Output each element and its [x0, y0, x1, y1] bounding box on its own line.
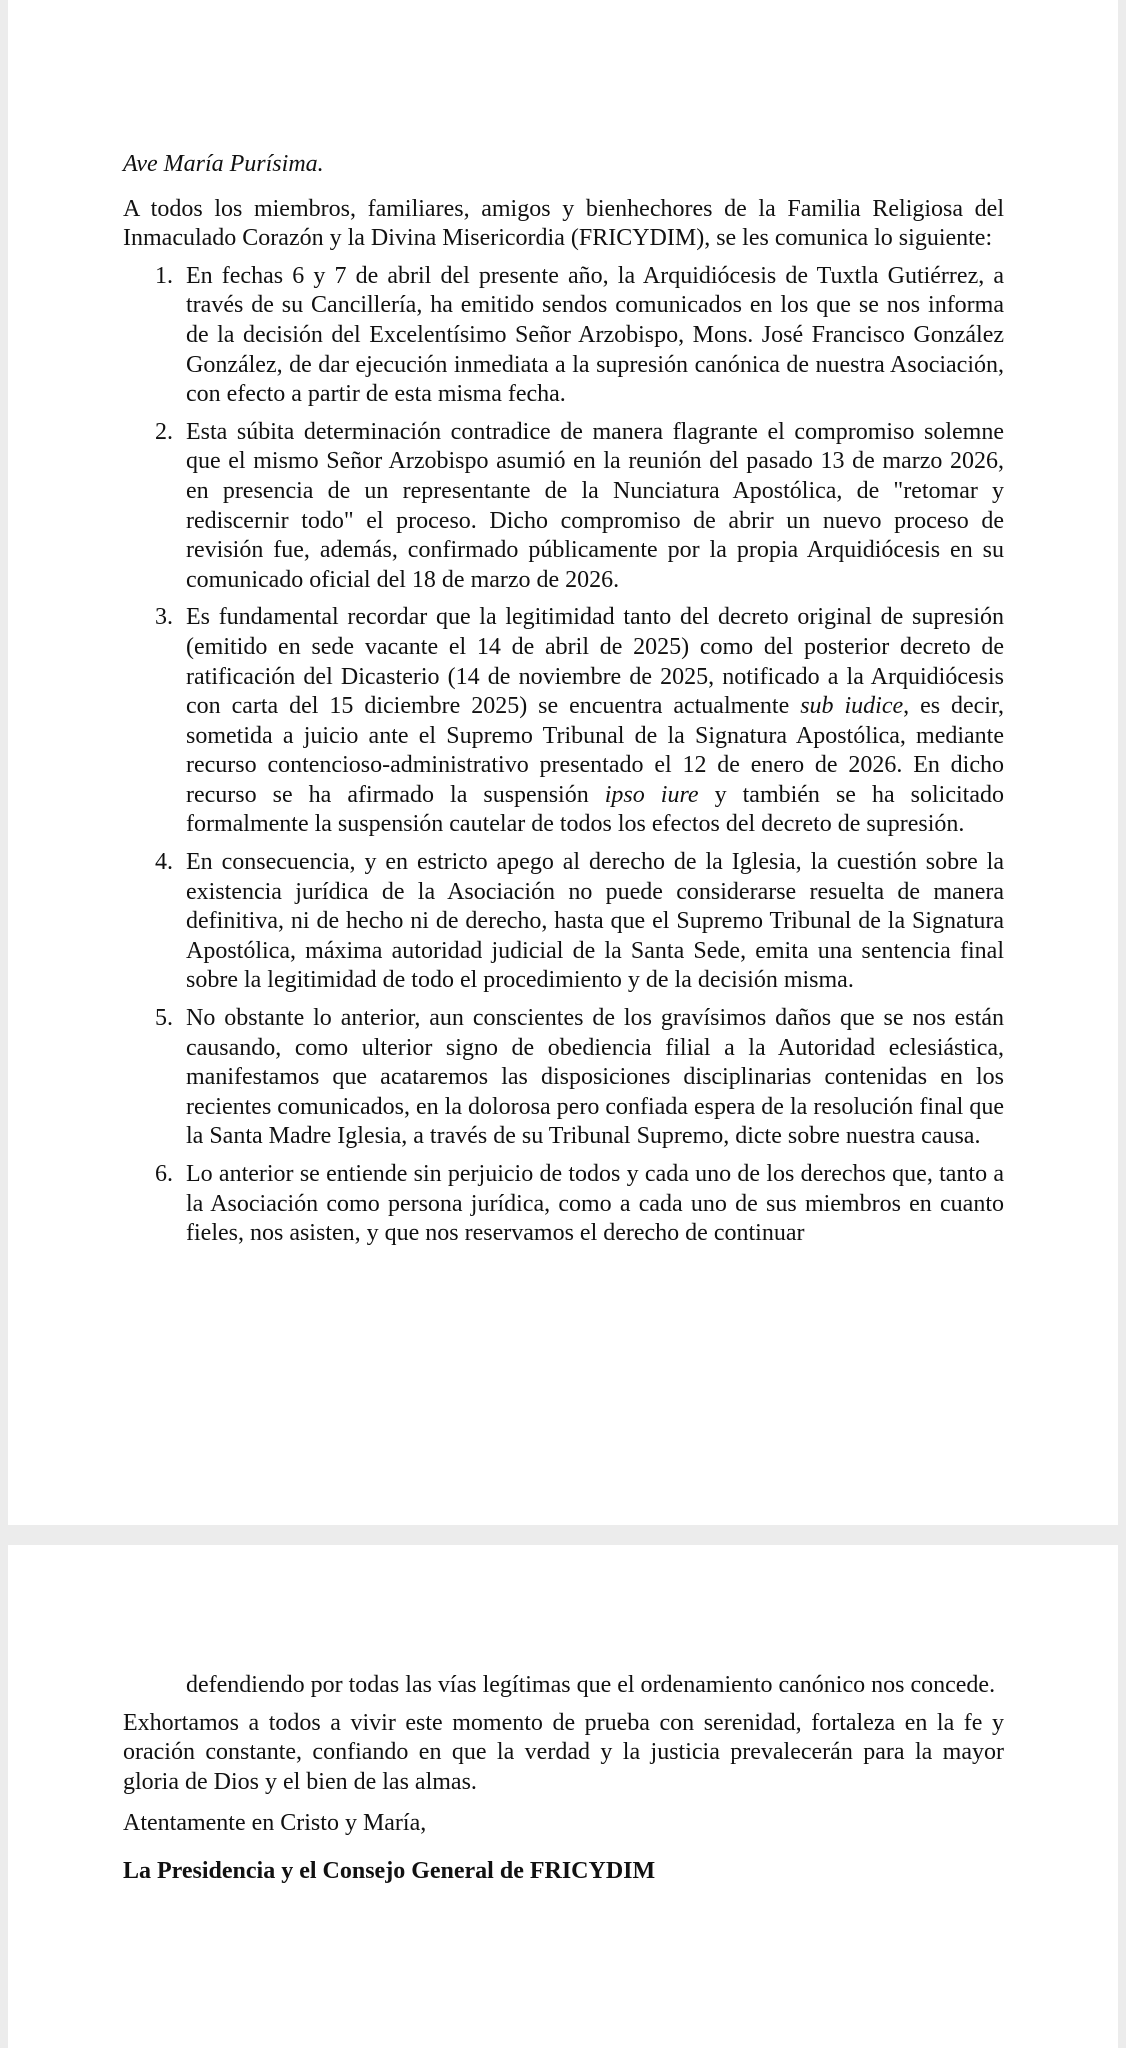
letter-body-continued: [123, 1671, 1004, 1887]
letter-body: [123, 150, 1004, 1249]
item-text-part: Es fundamental recordar que la legitimidad tanto del decreto original de supresión (emitido en sede vacante el 14 de abril de 2025) como del posterior decreto de ratificación del Dicasterio (14 de noviembre de 2025, notificado a la Arquidiócesis con carta del 15 diciembre 2025) se encuentra actualmente: [186, 604, 1004, 720]
list-item: [123, 262, 1004, 410]
italic-term: ipso iure: [604, 781, 699, 808]
item-text: Lo anterior se entiende sin perjuicio de todos y cada uno de los derechos que, tanto a la Asociación como persona jurídica, como a cada uno de sus miembros en cuanto fieles, nos asisten, y que nos reservamos el derecho de continuar: [186, 1161, 1004, 1247]
list-item: [123, 1160, 1004, 1249]
intro-paragraph: A todos los miembros, familiares, amigos y bienhechores de la Familia Religiosa del Inmaculado Corazón y la Divina Misericordia (FRICYDIM), se les comunica lo siguiente:: [123, 195, 1004, 252]
item-text: [186, 604, 1004, 837]
item-text-part: y también se ha solicitado formalmente la suspensión cautelar de todos los efectos del decreto de supresión.: [186, 781, 1004, 838]
closing-line: Atentamente en Cristo y María,: [123, 1810, 427, 1837]
signature: La Presidencia y el Consejo General de FRICYDIM: [123, 1857, 656, 1884]
list-item: [123, 848, 1004, 996]
document-page-2: [8, 1545, 1118, 2048]
document-page-1: [8, 0, 1118, 1525]
list-item: [123, 603, 1004, 840]
item-number: 4.: [155, 849, 173, 876]
item-text-part: , es decir, sometida a juicio ante el Supremo Tribunal de la Signatura Apostólica, mediante recurso contencioso-administrativo presentado el 12 de enero de 2026. En dicho recurso se ha afirmado la suspensión: [186, 693, 1005, 808]
item-number: 6.: [155, 1161, 173, 1187]
exhortation-paragraph: Exhortamos a todos a vivir este momento de prueba con serenidad, fortaleza en la fe y oración constante, confiando en que la verdad y la justicia prevalecerán para la mayor gloria de Dios y el bien de las almas.: [123, 1709, 1004, 1795]
item-number: 3.: [155, 604, 173, 631]
italic-term: sub iudice: [800, 693, 904, 720]
item-text: Esta súbita determinación contradice de manera flagrante el compromiso solemne que el mismo Señor Arzobispo asumió en la reunión del pasado 13 de marzo 2026, en presencia de un representante de la Nunciatura Apostólica, de "retomar y rediscernir todo" el proceso. Dicho compromiso de abrir un nuevo proceso de revisión fue, además, confirmado públicamente por la propia Arquidiócesis en su comunicado oficial del 18 de marzo de 2026.: [186, 418, 1004, 593]
numbered-list: [123, 262, 1004, 1249]
item-number: 5.: [155, 1005, 173, 1032]
item-6-continuation: defendiendo por todas las vías legítimas que el ordenamiento canónico nos concede.: [186, 1672, 996, 1698]
item-text: En fechas 6 y 7 de abril del presente año, la Arquidiócesis de Tuxtla Gutiérrez, a través de su Cancillería, ha emitido sendos comunicados en los que se nos informa de la decisión del Excelentísimo Señor Arzobispo, Mons. José Francisco González González, de dar ejecución inmediata a la supresión canónica de nuestra Asociación, con efecto a partir de esta misma fecha.: [186, 262, 1004, 408]
item-text: No obstante lo anterior, aun conscientes de los gravísimos daños que se nos están causando, como ulterior signo de obediencia filial a la Autoridad eclesiástica, manifestamos que acataremos las disposiciones disciplinarias contenidas en los recientes comunicados, en la dolorosa pero confiada espera de la resolución final que la Santa Madre Iglesia, a través de su Tribunal Supremo, dicte sobre nuestra causa.: [186, 1005, 1004, 1150]
item-number: 1.: [155, 262, 173, 289]
item-number: 2.: [155, 418, 173, 445]
list-item: [123, 1004, 1004, 1152]
list-item: [123, 418, 1004, 596]
item-text: En consecuencia, y en estricto apego al derecho de la Iglesia, la cuestión sobre la existencia jurídica de la Asociación no puede considerarse resuelta de manera definitiva, ni de hecho ni de derecho, hasta que el Supremo Tribunal de la Signatura Apostólica, máxima autoridad judicial de la Santa Sede, emita una sentencia final sobre la legitimidad de todo el procedimiento y de la decisión misma.: [186, 849, 1004, 994]
greeting: Ave María Purísima.: [123, 151, 324, 177]
